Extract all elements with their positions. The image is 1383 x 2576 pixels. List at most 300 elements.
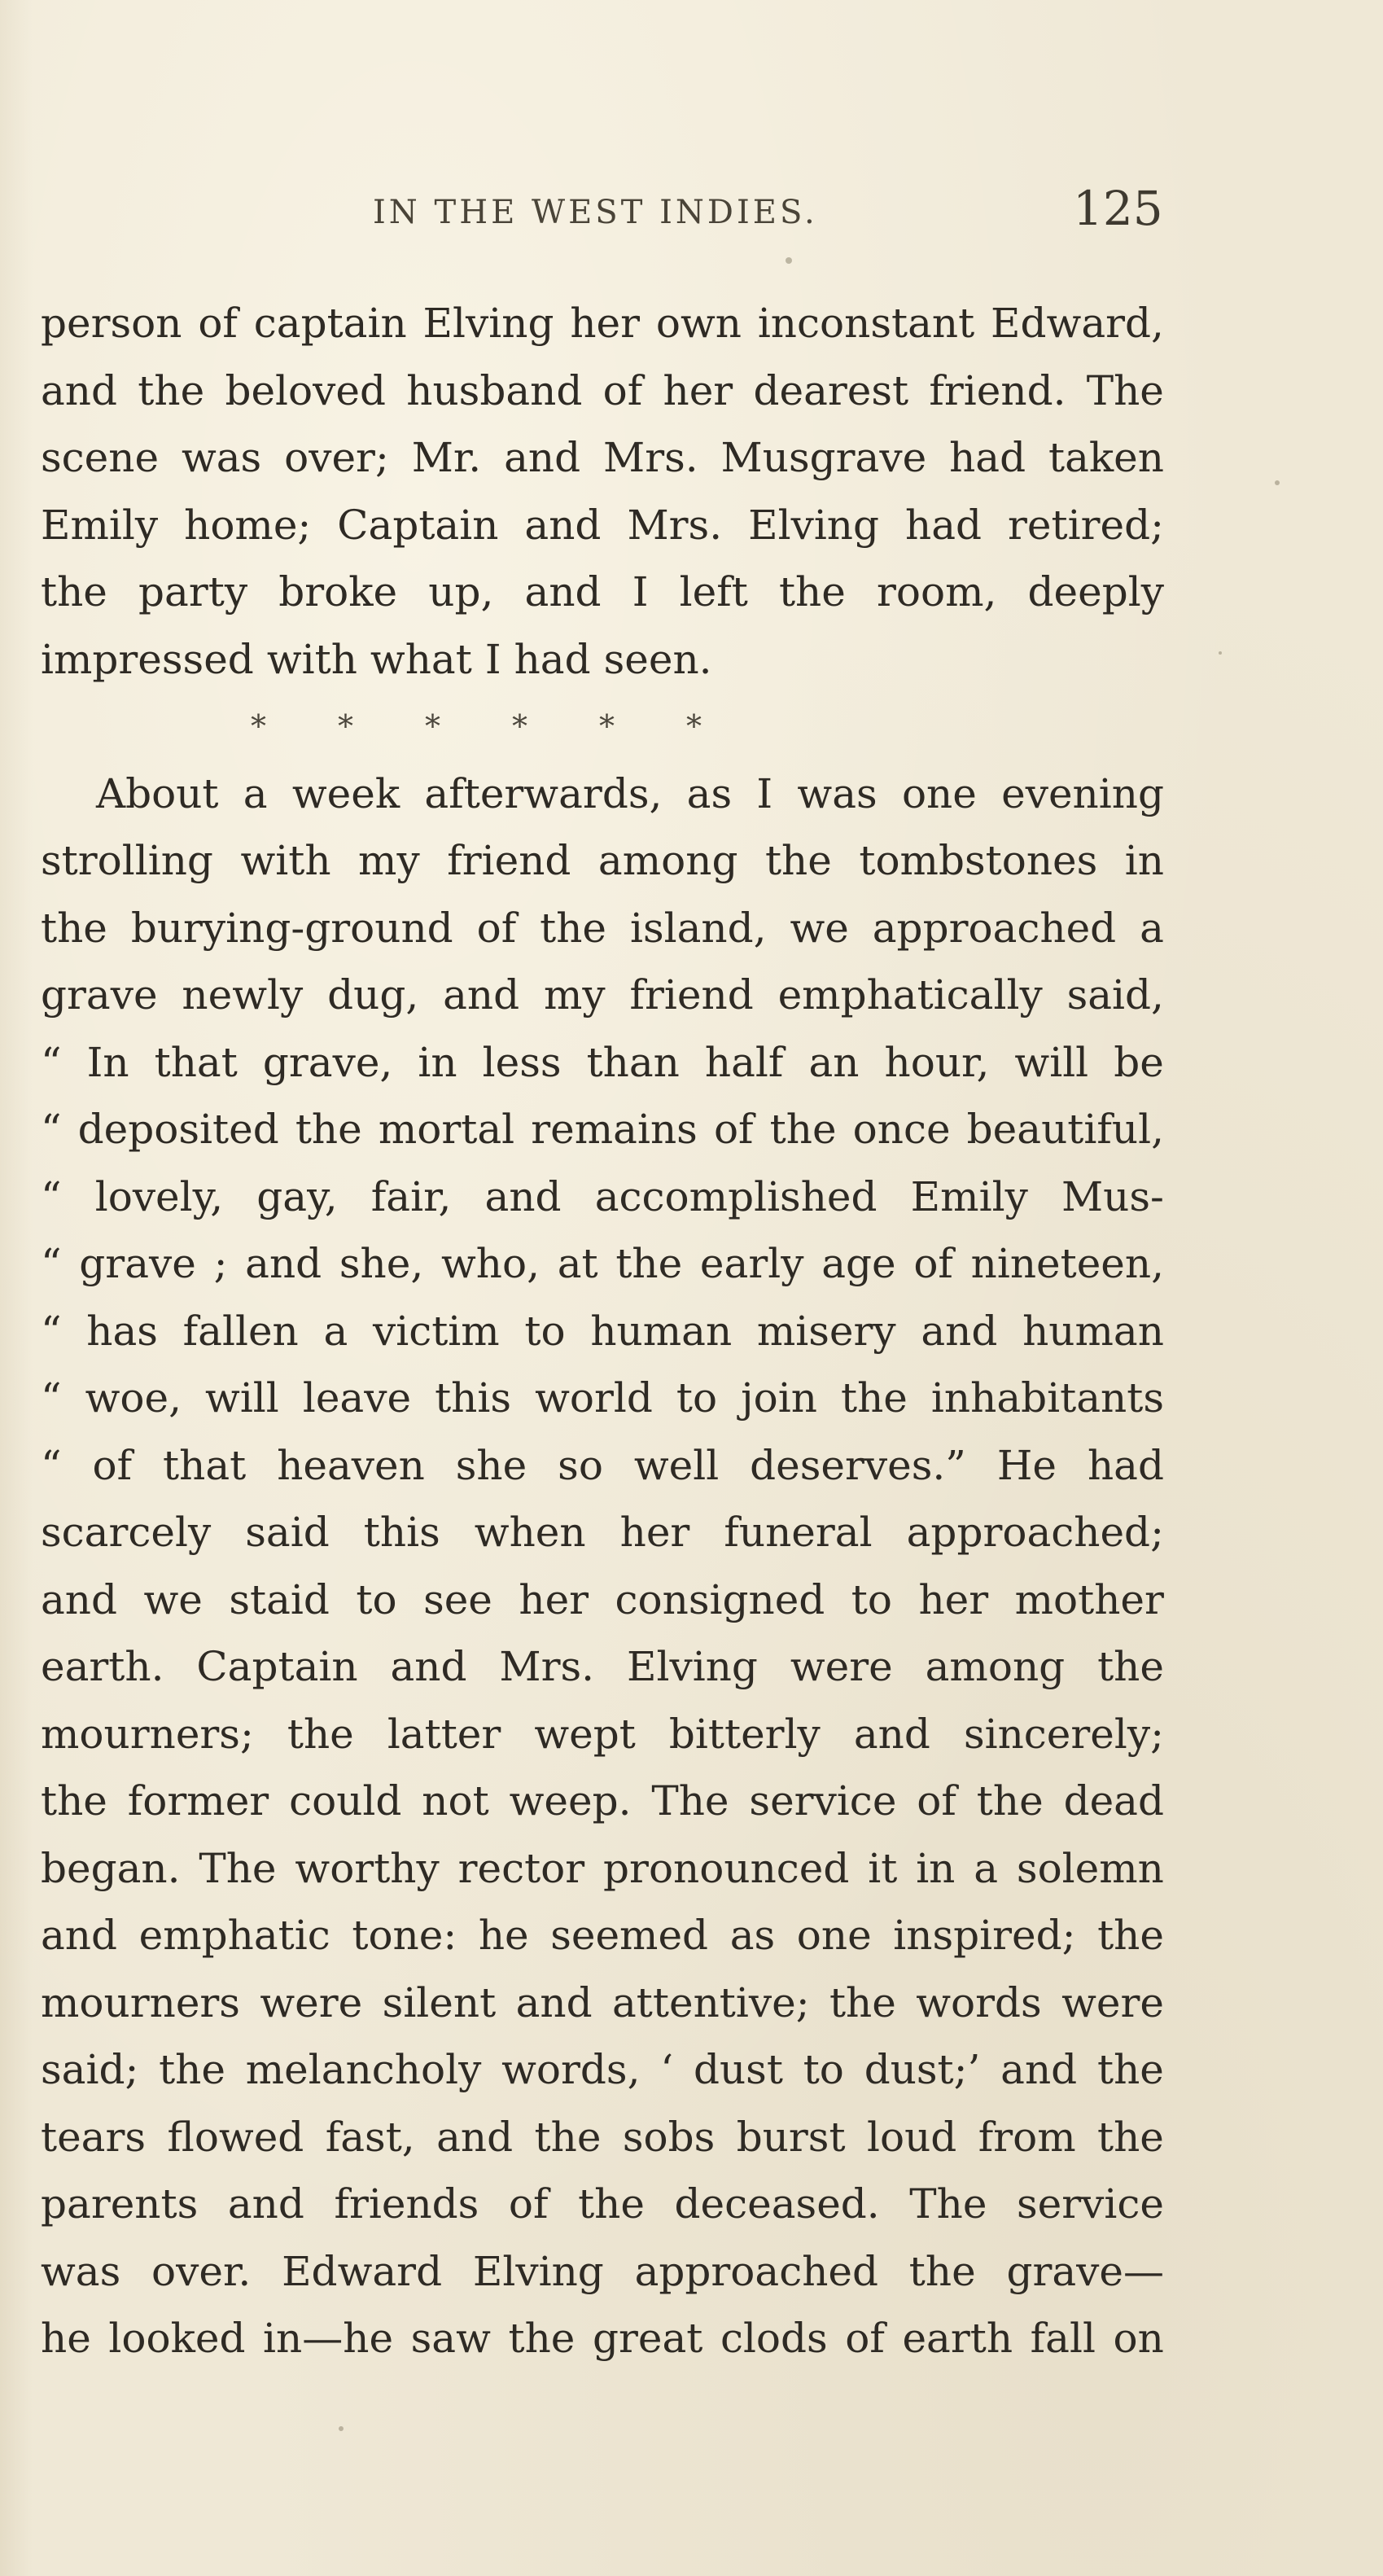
word: said	[245, 1509, 330, 1556]
word: and	[443, 971, 520, 1019]
word: He	[996, 1441, 1057, 1489]
word: The	[199, 1844, 277, 1892]
word: Elving	[422, 300, 554, 347]
word: The	[651, 1777, 729, 1825]
word: among	[925, 1643, 1066, 1690]
word: the	[41, 568, 107, 616]
word: misery	[756, 1307, 896, 1355]
text-line	[41, 1432, 1164, 1500]
word: the	[138, 366, 205, 414]
separator-asterisk: *	[512, 708, 527, 744]
word: age	[821, 1240, 896, 1287]
word: Elving	[626, 1643, 758, 1690]
text-line	[41, 1969, 1164, 2037]
word: “	[41, 1307, 62, 1355]
word: husband	[406, 366, 583, 414]
page-number: 125	[1073, 181, 1163, 236]
word: silent	[382, 1978, 497, 2026]
word: will	[205, 1374, 279, 1422]
word: my	[543, 971, 606, 1019]
word: of	[913, 1240, 953, 1287]
word: who,	[440, 1240, 540, 1287]
word: worthy	[295, 1844, 440, 1892]
word: the	[508, 2315, 576, 2362]
word: of	[508, 2180, 549, 2228]
word: once	[852, 1106, 951, 1153]
word: in—he	[263, 2315, 394, 2362]
word: to	[803, 2046, 844, 2093]
word: mourners	[41, 1978, 240, 2026]
word: ‘	[660, 2046, 674, 2093]
word: fall	[1030, 2315, 1096, 2362]
word: one	[796, 1912, 872, 1959]
word: Mrs.	[627, 501, 723, 549]
word: Musgrave	[720, 434, 927, 481]
word: grave—	[1006, 2247, 1164, 2295]
word: and	[41, 1912, 118, 1959]
word: broke	[278, 568, 398, 616]
word: to	[676, 1374, 718, 1422]
word: burying-ground	[130, 904, 453, 952]
word: taken	[1048, 434, 1164, 481]
word: her	[619, 1509, 690, 1556]
word: one	[901, 769, 977, 817]
word: friends	[334, 2180, 479, 2228]
word: the	[534, 2113, 602, 2161]
word: Emily	[41, 501, 159, 549]
separator-asterisk: *	[686, 708, 702, 744]
text-line	[41, 1566, 1164, 1634]
word: at	[557, 1240, 598, 1287]
word: as	[729, 1912, 776, 1959]
text-line	[41, 1768, 1164, 1835]
word: it	[868, 1844, 898, 1892]
word: she,	[339, 1240, 424, 1287]
word: impressed	[41, 635, 254, 683]
word: the	[578, 2180, 645, 2228]
word: early	[699, 1240, 804, 1287]
text-line	[41, 1365, 1164, 1432]
word: woe,	[85, 1374, 182, 1422]
word: “	[41, 1172, 62, 1220]
text-line	[41, 962, 1164, 1029]
word: remains	[531, 1106, 698, 1153]
text-line	[41, 492, 1164, 559]
word: the	[41, 904, 107, 952]
text-line	[41, 1298, 1164, 1365]
word: the	[287, 1710, 354, 1758]
word: approached;	[906, 1509, 1164, 1556]
word: in	[418, 1038, 457, 1086]
word: the	[778, 568, 846, 616]
word: the	[1097, 2113, 1164, 2161]
word: tone:	[352, 1912, 457, 1959]
word: well	[633, 1441, 720, 1489]
word: hour,	[884, 1038, 990, 1086]
word: a	[974, 1844, 999, 1892]
word: solemn	[1016, 1844, 1164, 1892]
word: as	[686, 769, 733, 817]
separator-asterisk: *	[599, 708, 615, 744]
word: the	[769, 1106, 837, 1153]
word: the	[764, 837, 832, 884]
word: loud	[866, 2113, 957, 2161]
word: melancholy	[245, 2046, 482, 2093]
word: burst	[736, 2113, 846, 2161]
word: in	[916, 1844, 956, 1892]
text-line	[41, 559, 1164, 626]
word: the	[1096, 2046, 1164, 2093]
word: had	[1087, 1441, 1164, 1489]
paper-speck	[1275, 480, 1280, 485]
word: human	[590, 1307, 733, 1355]
word: person	[41, 300, 182, 347]
text-line	[41, 290, 1164, 357]
word: dust	[693, 2046, 783, 2093]
word: grave	[79, 1240, 196, 1287]
text-line	[41, 760, 1164, 828]
word: join	[741, 1374, 817, 1422]
word: from	[978, 2113, 1076, 2161]
word: see	[423, 1575, 492, 1623]
word: Edward,	[991, 300, 1164, 347]
word: saw	[410, 2315, 491, 2362]
word: rector	[457, 1844, 585, 1892]
word: of	[713, 1106, 754, 1153]
word: to	[524, 1307, 566, 1355]
word: the	[1097, 1912, 1164, 1959]
word: dust;’	[864, 2046, 981, 2093]
word: I	[756, 769, 773, 817]
word: captain	[253, 300, 407, 347]
word: and	[921, 1307, 998, 1355]
word: Edward	[282, 2247, 443, 2295]
word: the	[841, 1374, 908, 1422]
word: an	[808, 1038, 860, 1086]
word: and	[853, 1710, 930, 1758]
word: was	[181, 434, 262, 481]
word: service	[749, 1777, 897, 1825]
word: began.	[41, 1844, 181, 1892]
text-line	[41, 424, 1164, 492]
word: former	[127, 1777, 269, 1825]
word: seen.	[603, 635, 712, 683]
word: own	[655, 300, 742, 347]
word: mortal	[378, 1106, 515, 1153]
word: home;	[184, 501, 312, 549]
word: words,	[501, 2046, 641, 2093]
word: approached	[872, 904, 1117, 952]
text-line	[41, 1163, 1164, 1231]
word: deposited	[77, 1106, 279, 1153]
word: her	[918, 1575, 989, 1623]
word: friend	[447, 837, 571, 884]
word: weep.	[509, 1777, 632, 1825]
paper-speck	[786, 257, 792, 264]
word: sincerely;	[963, 1710, 1164, 1758]
paper-speck	[1219, 651, 1222, 655]
text-line	[41, 2036, 1164, 2104]
word: my	[358, 837, 420, 884]
word: and	[524, 568, 602, 616]
word: the	[159, 2046, 225, 2093]
word: looked	[108, 2315, 246, 2362]
word: attentive;	[612, 1978, 810, 2026]
word: “	[41, 1106, 62, 1153]
word: said,	[1066, 971, 1164, 1019]
word: he	[478, 1912, 529, 1959]
word: funeral	[724, 1509, 873, 1556]
body-text	[41, 290, 1164, 2372]
word: and	[484, 1172, 562, 1220]
word: “	[41, 1374, 62, 1422]
word: mother	[1014, 1575, 1164, 1623]
word: and	[245, 1240, 322, 1287]
text-line	[41, 1701, 1164, 1768]
word: dug,	[327, 971, 419, 1019]
word: of	[92, 1441, 133, 1489]
word: ;	[213, 1240, 228, 1287]
word: on	[1113, 2315, 1164, 2362]
text-line	[41, 1499, 1164, 1566]
separator-asterisk: *	[425, 708, 440, 744]
word: we	[790, 904, 849, 952]
word: the	[41, 1777, 107, 1825]
word: the	[976, 1777, 1044, 1825]
word: has	[86, 1307, 158, 1355]
word: were	[260, 1978, 363, 2026]
word: in	[1124, 837, 1164, 884]
word: Mrs.	[603, 434, 698, 481]
word: could	[289, 1777, 402, 1825]
word: “	[41, 1038, 62, 1086]
word: emphatically	[777, 971, 1043, 1019]
word: friend.	[929, 366, 1066, 414]
word: Mus-	[1061, 1172, 1164, 1220]
word: over;	[284, 434, 389, 481]
word: this	[435, 1374, 512, 1422]
word: scene	[41, 434, 160, 481]
word: and	[524, 501, 602, 549]
text-line	[41, 2104, 1164, 2171]
word: and	[504, 434, 581, 481]
word: gay,	[256, 1172, 338, 1220]
word: inhabitants	[930, 1374, 1164, 1422]
word: we	[143, 1575, 203, 1623]
word: dead	[1063, 1777, 1164, 1825]
word: fair,	[370, 1172, 452, 1220]
word: approached	[634, 2247, 879, 2295]
word: and	[436, 2113, 514, 2161]
word: he	[41, 2315, 91, 2362]
paper-speck	[339, 2426, 344, 2431]
word: fallen	[182, 1307, 299, 1355]
word: the	[908, 2247, 976, 2295]
word: deeply	[1027, 568, 1164, 616]
word: words	[916, 1978, 1042, 2026]
word: half	[704, 1038, 784, 1086]
word: a	[1140, 904, 1164, 952]
word: to	[851, 1575, 892, 1623]
word: this	[363, 1509, 440, 1556]
word: were	[1061, 1978, 1164, 2026]
word: pronounced	[603, 1844, 850, 1892]
section-separator	[41, 693, 1164, 760]
separator-asterisk: *	[338, 708, 353, 744]
word: Mr.	[411, 434, 482, 481]
word: wept	[534, 1710, 636, 1758]
word: deserves.”	[750, 1441, 966, 1489]
word: accomplished	[594, 1172, 878, 1220]
word: of	[917, 1777, 956, 1825]
word: to	[356, 1575, 397, 1623]
word: About	[96, 769, 219, 817]
word: victim	[372, 1307, 500, 1355]
word: newly	[182, 971, 304, 1019]
word: the	[540, 904, 607, 952]
word: and	[390, 1643, 467, 1690]
word: and	[1000, 2046, 1078, 2093]
word: Elving	[748, 501, 880, 549]
word: consigned	[615, 1575, 825, 1623]
word: afterwards,	[424, 769, 663, 817]
word: leave	[302, 1374, 412, 1422]
word: Captain	[337, 501, 499, 549]
word: a	[323, 1307, 348, 1355]
text-line	[41, 1633, 1164, 1701]
text-line	[41, 895, 1164, 962]
word: sobs	[622, 2113, 716, 2161]
text-line	[41, 2171, 1164, 2238]
word: bitterly	[668, 1710, 821, 1758]
word: week	[291, 769, 400, 817]
word: beautiful,	[966, 1106, 1164, 1153]
word: over.	[151, 2247, 252, 2295]
word: the	[295, 1106, 362, 1153]
word: clods	[720, 2315, 828, 2362]
word: In	[86, 1038, 129, 1086]
word: world	[535, 1374, 653, 1422]
word: inspired;	[893, 1912, 1076, 1959]
word: and	[227, 2180, 304, 2228]
word: less	[482, 1038, 562, 1086]
word: were	[790, 1643, 893, 1690]
word: when	[474, 1509, 586, 1556]
word: lovely,	[94, 1172, 224, 1220]
word: scarcely	[41, 1509, 212, 1556]
text-line	[41, 2305, 1164, 2372]
word: so	[558, 1441, 603, 1489]
word: inconstant	[757, 300, 975, 347]
word: room,	[876, 568, 997, 616]
word: earth	[902, 2315, 1013, 2362]
text-line	[41, 1096, 1164, 1163]
word: was	[41, 2247, 121, 2295]
word: said;	[41, 2046, 139, 2093]
word: emphatic	[138, 1912, 330, 1959]
word: than	[586, 1038, 680, 1086]
word: her	[570, 300, 641, 347]
word: evening	[1001, 769, 1164, 817]
word: mourners;	[41, 1710, 254, 1758]
text-line	[41, 1230, 1164, 1298]
text-line	[41, 357, 1164, 425]
word: of	[198, 300, 238, 347]
word: heaven	[277, 1441, 425, 1489]
word: nineteen,	[970, 1240, 1164, 1287]
word: great	[592, 2315, 703, 2362]
word: earth.	[41, 1643, 164, 1690]
separator-asterisk: *	[251, 708, 266, 744]
word: among	[597, 837, 738, 884]
word: will	[1014, 1038, 1089, 1086]
word: “	[41, 1441, 62, 1489]
word: the	[615, 1240, 683, 1287]
text-line	[41, 1902, 1164, 1969]
word: grave,	[262, 1038, 393, 1086]
text-line	[41, 1835, 1164, 1903]
word: Elving	[472, 2247, 604, 2295]
word: Emily	[910, 1172, 1028, 1220]
word: her	[663, 366, 733, 414]
word: with	[240, 837, 331, 884]
word: human	[1022, 1307, 1164, 1355]
word: that	[154, 1038, 238, 1086]
word: deceased.	[674, 2180, 880, 2228]
running-head: IN THE WEST INDIES.	[373, 194, 818, 231]
word: tombstones	[859, 837, 1098, 884]
word: party	[138, 568, 248, 616]
word: had	[905, 501, 983, 549]
word: latter	[387, 1710, 501, 1758]
word: island,	[629, 904, 767, 952]
word: that	[163, 1441, 247, 1489]
word: and	[41, 1575, 118, 1623]
word: had	[514, 635, 591, 683]
word: staid	[229, 1575, 330, 1623]
text-line	[41, 827, 1164, 895]
word: fast,	[325, 2113, 415, 2161]
word: tears	[41, 2113, 147, 2161]
word: with	[266, 635, 357, 683]
word: not	[422, 1777, 489, 1825]
word: parents	[41, 2180, 199, 2228]
word: flowed	[167, 2113, 304, 2161]
word: The	[909, 2180, 987, 2228]
word: what	[370, 635, 472, 683]
word: Captain	[196, 1643, 358, 1690]
word: be	[1114, 1038, 1164, 1086]
word: a	[243, 769, 268, 817]
word: service	[1017, 2180, 1164, 2228]
word: of	[845, 2315, 885, 2362]
word: The	[1086, 366, 1164, 414]
word: “	[41, 1240, 62, 1287]
word: she	[455, 1441, 527, 1489]
text-line	[41, 1029, 1164, 1097]
word: left	[679, 568, 748, 616]
word: strolling	[41, 837, 213, 884]
word: of	[602, 366, 643, 414]
text-line	[41, 2238, 1164, 2306]
text-line	[41, 626, 1164, 694]
word: and	[515, 1978, 593, 2026]
word: grave	[41, 971, 158, 1019]
word: Mrs.	[499, 1643, 595, 1690]
word: seemed	[550, 1912, 709, 1959]
word: and	[41, 366, 118, 414]
word: I	[484, 635, 501, 683]
